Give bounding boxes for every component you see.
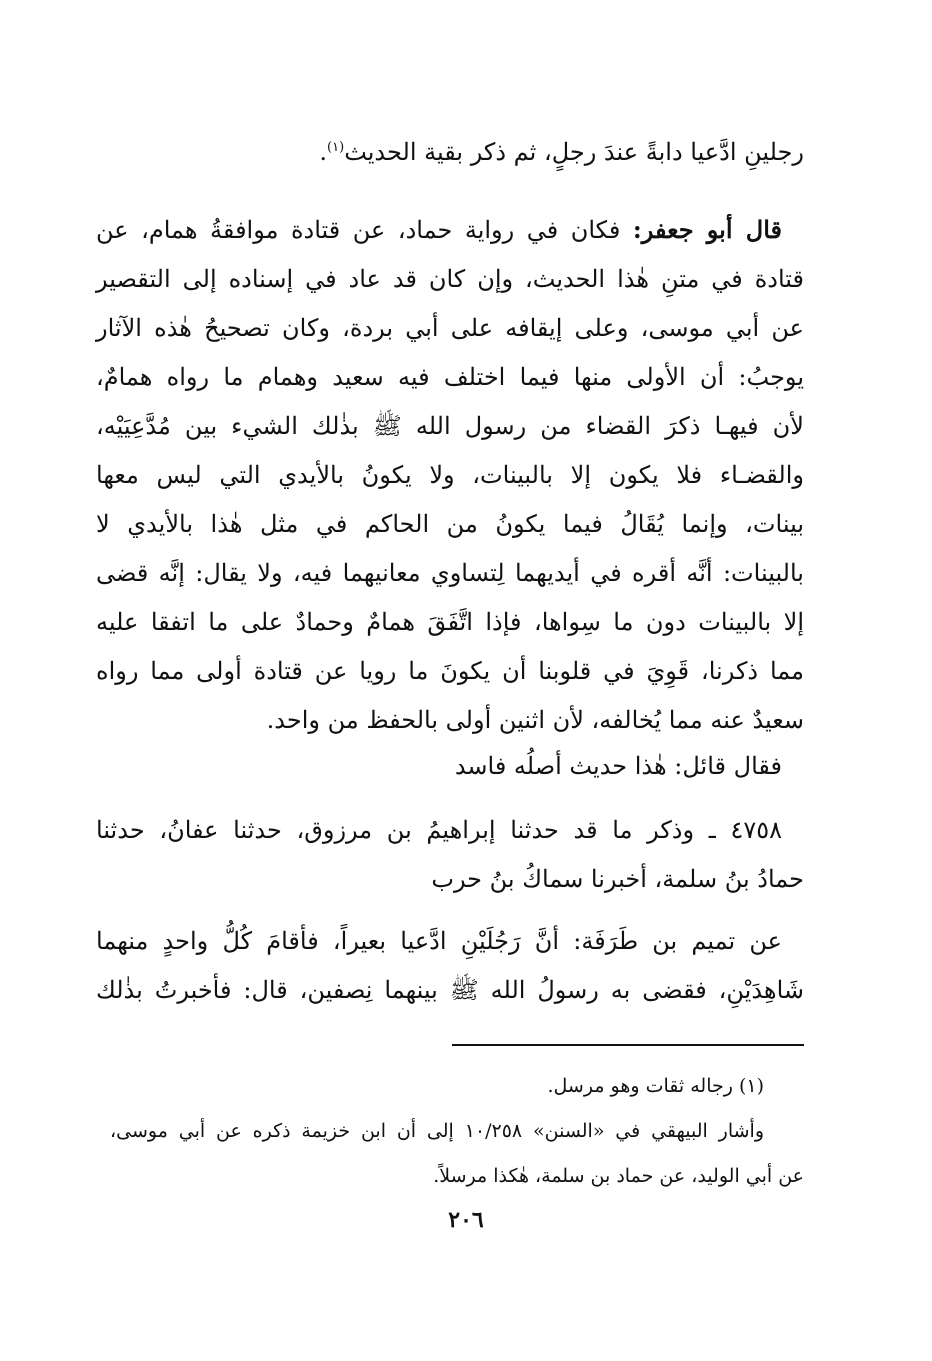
intro-text: رجلينِ ادَّعيا دابةً عندَ رجلٍ، ثم ذكر بقية الحديث (344, 138, 804, 166)
footnote-1-cont-1: وأشار البيهقي في «السنن» ١٠/٢٥٨ إلى أن ابن خزيمة ذكره عن أبي موسى، (110, 1120, 765, 1142)
footnotes (110, 1064, 804, 1199)
paragraph-objection (96, 742, 804, 791)
footnote-1-cont-2: عن أبي الوليد، عن حماد بن سلمة، هٰكذا مرسلاً. (433, 1165, 804, 1187)
para1-line-6: والقضـاء فلا يكون إلا بالبينات، ولا يكونُ بالأيدي التي ليس معها (96, 461, 804, 489)
paragraph-abu-jafar (96, 205, 804, 745)
para4-line-1: عن تميم بن طَرَفَة: أنَّ رَجُلَيْنِ ادَّعيا بعيراً، فأقامَ كُلُّ واحدٍ منهما (96, 927, 782, 955)
para1-line-3: عن أبي موسى، وعلى إيقافه على أبي بردة، وكان تصحيحُ هٰذه الآثار (96, 314, 804, 342)
intro-line (96, 128, 804, 177)
para1-line-10: مما ذكرنا، قَوِيَ في قلوبنا أن يكونَ ما رويا عن قتادة أولى مما رواه (96, 657, 804, 685)
hadith-4758-isnad (96, 806, 804, 904)
para1-line-8: بالبينات: أنَّه أقره في أيديهما لِتساوي معانيهما فيه، ولا يقال: إنَّه قضى (96, 559, 804, 587)
para1-line-7: بينات، وإنما يُقَالُ فيما يكونُ من الحاكم في مثل هٰذا بالأيدي لا (96, 510, 804, 538)
footnote-1: (١) رجاله ثقات وهو مرسل. (547, 1075, 764, 1097)
para1-line-11: سعيدٌ عنه مما يُخالفه، لأن اثنين أولى بالحفظ من واحد. (266, 706, 804, 734)
hadith-4758-matn (96, 917, 804, 1015)
para1-line-5: لأن فيهـا ذكرَ القضاء من رسول الله ﷺ بذٰلك الشيء بين مُدَّعِيَيْه، (96, 412, 804, 440)
intro-end: . (319, 138, 328, 166)
para1-line-9: إلا بالبينات دون ما سِواها، فإذا اتَّفَقَ همامٌ وحمادٌ على ما اتفقا عليه (96, 608, 804, 636)
para1-lead: قال أبو جعفر: (632, 215, 782, 244)
para3-line-1: ٤٧٥٨ ـ وذكر ما قد حدثنا إبراهيمُ بن مرزوق، حدثنا عفانُ، حدثنا (96, 816, 782, 844)
para1-line-1: قال أبو جعفر: فكان في رواية حماد، عن قتادة موافقةُ همام، عن (96, 215, 782, 244)
page-number: ٢٠٦ (448, 1207, 484, 1233)
footnote-marker: (١) (327, 140, 345, 155)
para1-line-2: قتادة في متنِ هٰذا الحديث، وإن كان قد عاد في إسناده إلى التقصير (96, 265, 804, 293)
para3-line-2: حمادُ بنُ سلمة، أخبرنا سماكُ بنُ حرب (431, 865, 804, 893)
para2-line: فقال قائل: هٰذا حديث أصلُه فاسد (454, 752, 782, 780)
para4-line-2: شَاهِدَيْنِ، فقضى به رسولُ الله ﷺ بينهما نِصفين، قال: فأخبرتُ بذٰلك (96, 976, 804, 1004)
para1-line-4: يوجبُ: أن الأولى منها فيما اختلف فيه سعيد وهمام ما رواه همامٌ، (96, 363, 804, 391)
intro-block (96, 128, 804, 177)
footnote-separator (452, 1044, 804, 1046)
